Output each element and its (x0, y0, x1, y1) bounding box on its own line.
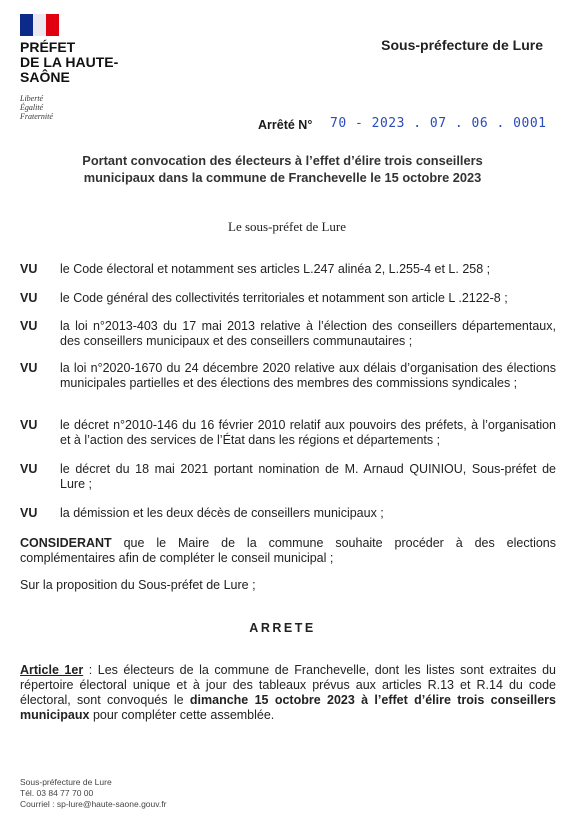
article-1-label: Article 1er (20, 663, 84, 677)
article-1-text: : Les électeurs de la commune de Franchevelle, dont les listes sont extraites du répertoire électoral unique et à jour des tableaux prévus aux articles R.13 et R.14 du code électoral, sont convoqués le (20, 663, 556, 707)
prefet-line: PRÉFET (20, 39, 76, 55)
considerant-text: que le Maire de la commune souhaite procéder à des elections complémentaires afin de compléter le conseil municipal ; (20, 536, 556, 565)
prefet-line: SAÔNE (20, 69, 70, 85)
visa-text: le décret du 18 mai 2021 portant nomination de M. Arnaud QUINIOU, Sous-préfet de Lure ; (60, 462, 556, 491)
document-title (60, 152, 505, 186)
marianne-flag-logo (20, 14, 59, 36)
republic-motto (20, 94, 53, 121)
considerant-label: CONSIDERANT (20, 536, 112, 550)
service-name: Sous-préfecture de Lure (381, 37, 543, 53)
proposition-line: Sur la proposition du Sous-préfet de Lure ; (20, 578, 256, 592)
visa-label: VU (20, 418, 38, 432)
visa-text: la démission et les deux décès de conseillers municipaux ; (60, 506, 384, 520)
visa-text: le décret n°2010-146 du 16 février 2010 relatif aux pouvoirs des préfets, à l’organisation et à l’action des services de l’État dans les régions et départements ; (60, 418, 556, 447)
visa-text: le Code électoral et notamment ses articles L.247 alinéa 2, L.255-4 et L. 258 ; (60, 262, 491, 276)
visa-text: la loi n°2020-1670 du 24 décembre 2020 relative aux délais d’organisation des élections municipales partielles et des élections des membres des commissions syndicales ; (60, 361, 556, 390)
prefet-bloc-marque (20, 40, 160, 85)
visa-label: VU (20, 506, 38, 520)
article-1-text-end: pour compléter cette assemblée. (89, 708, 275, 722)
visa-text: la loi n°2013-403 du 17 mai 2013 relative à l’élection des conseillers départementaux, des conseillers municipaux et des conseillers communautaires ; (60, 319, 556, 348)
visa-label: VU (20, 262, 38, 276)
visa-label: VU (20, 462, 38, 476)
arrete-number-handwritten: 70 - 2023 . 07 . 06 . 0001 (330, 116, 547, 131)
footer-service: Sous-préfecture de Lure (20, 777, 112, 787)
visa-label: VU (20, 361, 38, 375)
motto-line: Liberté (20, 94, 44, 103)
title-line: municipaux dans la commune de Franchevelle le 15 octobre 2023 (83, 170, 482, 185)
issuer-line: Le sous-préfet de Lure (228, 219, 347, 234)
article-1-emphasis: dimanche 15 octobre 2023 à l’effet d’élire trois conseillers municipaux (20, 693, 556, 722)
arrete-number-label: Arrêté N° (258, 118, 313, 132)
visa-label: VU (20, 291, 38, 305)
footer-email: Courriel : sp-lure@haute-saone.gouv.fr (20, 799, 167, 809)
motto-line: Fraternité (20, 112, 53, 121)
visa-text: le Code général des collectivités territoriales et notamment son article L .2122-8 ; (60, 291, 508, 305)
prefet-line: DE LA HAUTE- (20, 54, 119, 70)
visa-label: VU (20, 319, 38, 333)
arrete-heading: ARRETE (249, 621, 316, 635)
title-line: Portant convocation des électeurs à l’effet d’élire trois conseillers (82, 153, 483, 168)
article-1-paragraph (20, 663, 556, 723)
footer-phone: Tél. 03 84 77 70 00 (20, 788, 94, 798)
considerant-paragraph (20, 536, 556, 566)
footer-contact (20, 777, 166, 810)
motto-line: Égalité (20, 103, 44, 112)
